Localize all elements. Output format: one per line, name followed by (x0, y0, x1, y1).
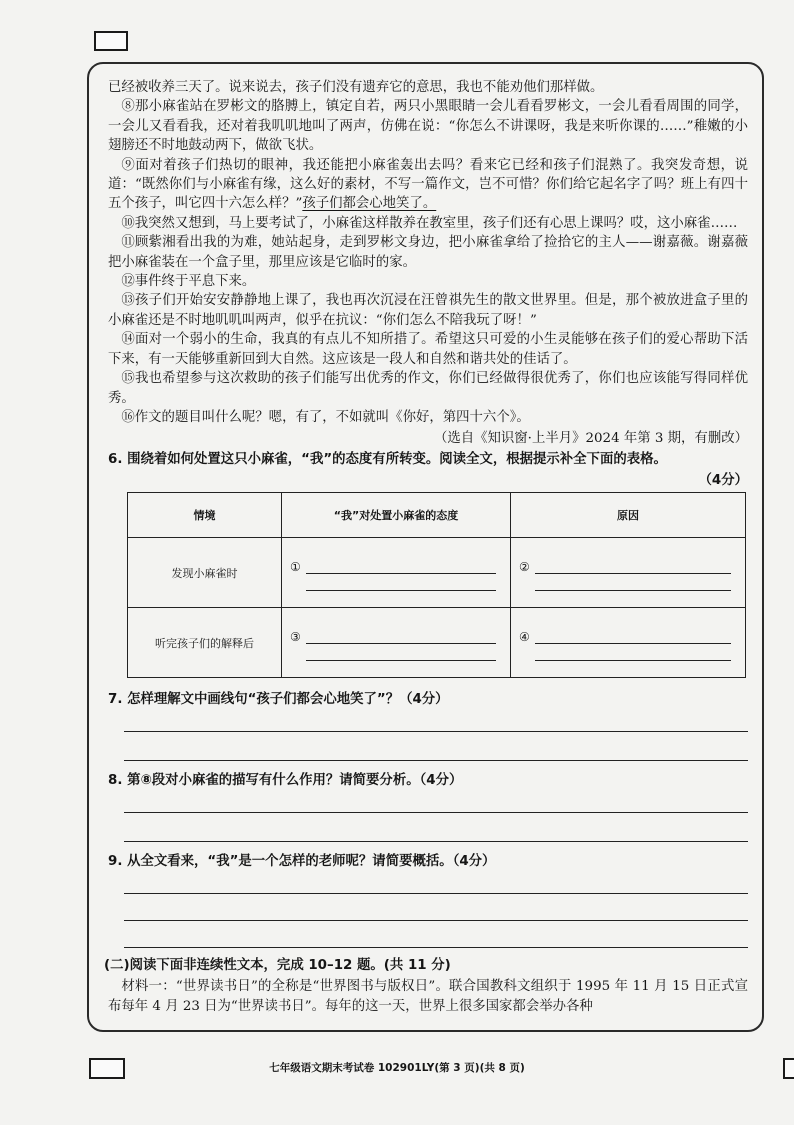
blank-marker-3: ③ (290, 629, 301, 644)
table-cell-situation-2: 听完孩子们的解释后 (128, 608, 282, 678)
passage-p13: ⑬孩子们开始安安静静地上课了，我也再次沉浸在汪曾祺先生的散文世界里。但是，那个被放进盒子里的小麻雀还是不时地叽叽叫两声，似乎在抗议：“你们怎么不陪我玩了呀！” (108, 293, 748, 328)
passage-p11: ⑪顾紫湘看出我的为难，她站起身，走到罗彬文身边，把小麻雀拿给了捡拾它的主人——谢嘉薇。谢嘉薇把小麻雀装在一个盒子里，那里应该是它临时的家。 (108, 235, 748, 270)
section-2-heading: (二)阅读下面非连续性文本，完成 10–12 题。(共 11 分) (104, 958, 451, 974)
question-9: 9. 从全文看来，“我”是一个怎样的老师呢？请简要概括。（4分） (108, 854, 496, 870)
passage-p10: ⑩我突然又想到，马上要考试了，小麻雀这样散养在教室里，孩子们还有心思上课吗？哎，这小麻雀…… (121, 215, 738, 231)
material-1: 材料一：“世界读书日”的全称是“世界图书与版权日”。联合国教科文组织于 1995 年 11 月 15 日正式宣布每年 4 月 23 日为“世界读书日”。每年的这一天，世界上很多国家都会举办各种 (108, 979, 748, 1014)
passage-p16: ⑯作文的题目叫什么呢？嗯，有了，不如就叫《你好，第四十六个》。 (121, 409, 530, 425)
table-header-reason: 原因 (511, 493, 746, 538)
question-8: 8. 第⑧段对小麻雀的描写有什么作用？请简要分析。（4分） (108, 773, 463, 789)
answer-field-3[interactable] (282, 608, 511, 678)
page-content (104, 78, 748, 1016)
answer-line-q8-1[interactable] (124, 790, 748, 813)
question-7: 7. 怎样理解文中画线句“孩子们都会心地笑了”？（4分） (108, 692, 449, 708)
passage-p14: ⑭面对一个弱小的生命，我真的有点儿不知所措了。希望这只可爱的小生灵能够在孩子们的爱心帮助下活下来，有一天能够重新回到大自然。这应该是一段人和自然和谐共处的佳话了。 (108, 332, 748, 367)
table-cell-situation-1: 发现小麻雀时 (128, 538, 282, 608)
table-header-attitude: “我”对处置小麻雀的态度 (282, 493, 511, 538)
passage-p12: ⑫事件终于平息下来。 (121, 274, 256, 290)
answer-line-q9-3[interactable] (124, 921, 748, 948)
blank-marker-1: ① (290, 559, 301, 574)
answer-field-2[interactable] (511, 538, 746, 608)
blank-marker-4: ④ (519, 629, 530, 644)
answer-field-1[interactable] (282, 538, 511, 608)
answer-line-q7-2[interactable] (124, 732, 748, 761)
answer-line-q7-1[interactable] (124, 709, 748, 732)
answer-line-q9-2[interactable] (124, 894, 748, 921)
blank-marker-2: ② (519, 559, 530, 574)
passage-p15: ⑮我也希望参与这次救助的孩子们能写出优秀的作文，你们已经做得很优秀了，你们也应该能写得同样优秀。 (108, 371, 748, 406)
passage-p8: ⑧那小麻雀站在罗彬文的胳膊上，镇定自若，两只小黑眼睛一会儿看看罗彬文，一会儿看看周围的同学，一会儿又看看我，还对着我叽叽地叫了两声，仿佛在说：“你怎么不讲课呀，我是来听你课的……”稚嫩的小翅膀还不时地鼓动两下，做欲飞状。 (108, 99, 748, 154)
answer-line-q8-2[interactable] (124, 813, 748, 842)
question-6: 6. 围绕着如何处置这只小麻雀，“我”的态度有所转变。阅读全文，根据提示补全下面的表格。 (108, 452, 667, 468)
passage-source: （选自《知识窗·上半月》2024 年第 3 期，有删改） (433, 431, 748, 447)
page-footer: 七年级语文期末考试卷 102901LY(第 3 页)(共 8 页) (269, 1062, 525, 1074)
answer-table (127, 492, 746, 678)
table-header-situation: 情境 (128, 493, 282, 538)
corner-box-top-left (94, 31, 128, 51)
answer-line-q9-1[interactable] (124, 871, 748, 894)
passage-p9: ⑨面对着孩子们热切的眼神，我还能把小麻雀轰出去吗？看来它已经和孩子们混熟了。我突发奇想，说道：“既然你们与小麻雀有缘，这么好的素材，不写一篇作文，岂不可惜？你们给它起名字了吗？班上有四十五个孩子，叫它四十六怎么样？”孩子们都会心地笑了。 (108, 157, 748, 212)
underlined-sentence: 孩子们都会心地笑了。 (302, 196, 437, 212)
answer-field-4[interactable] (511, 608, 746, 678)
question-6-score: （4分） (698, 473, 748, 489)
passage-p-cont: 已经被收养三天了。说来说去，孩子们没有遗弃它的意思，我也不能劝他们那样做。 (108, 80, 604, 95)
